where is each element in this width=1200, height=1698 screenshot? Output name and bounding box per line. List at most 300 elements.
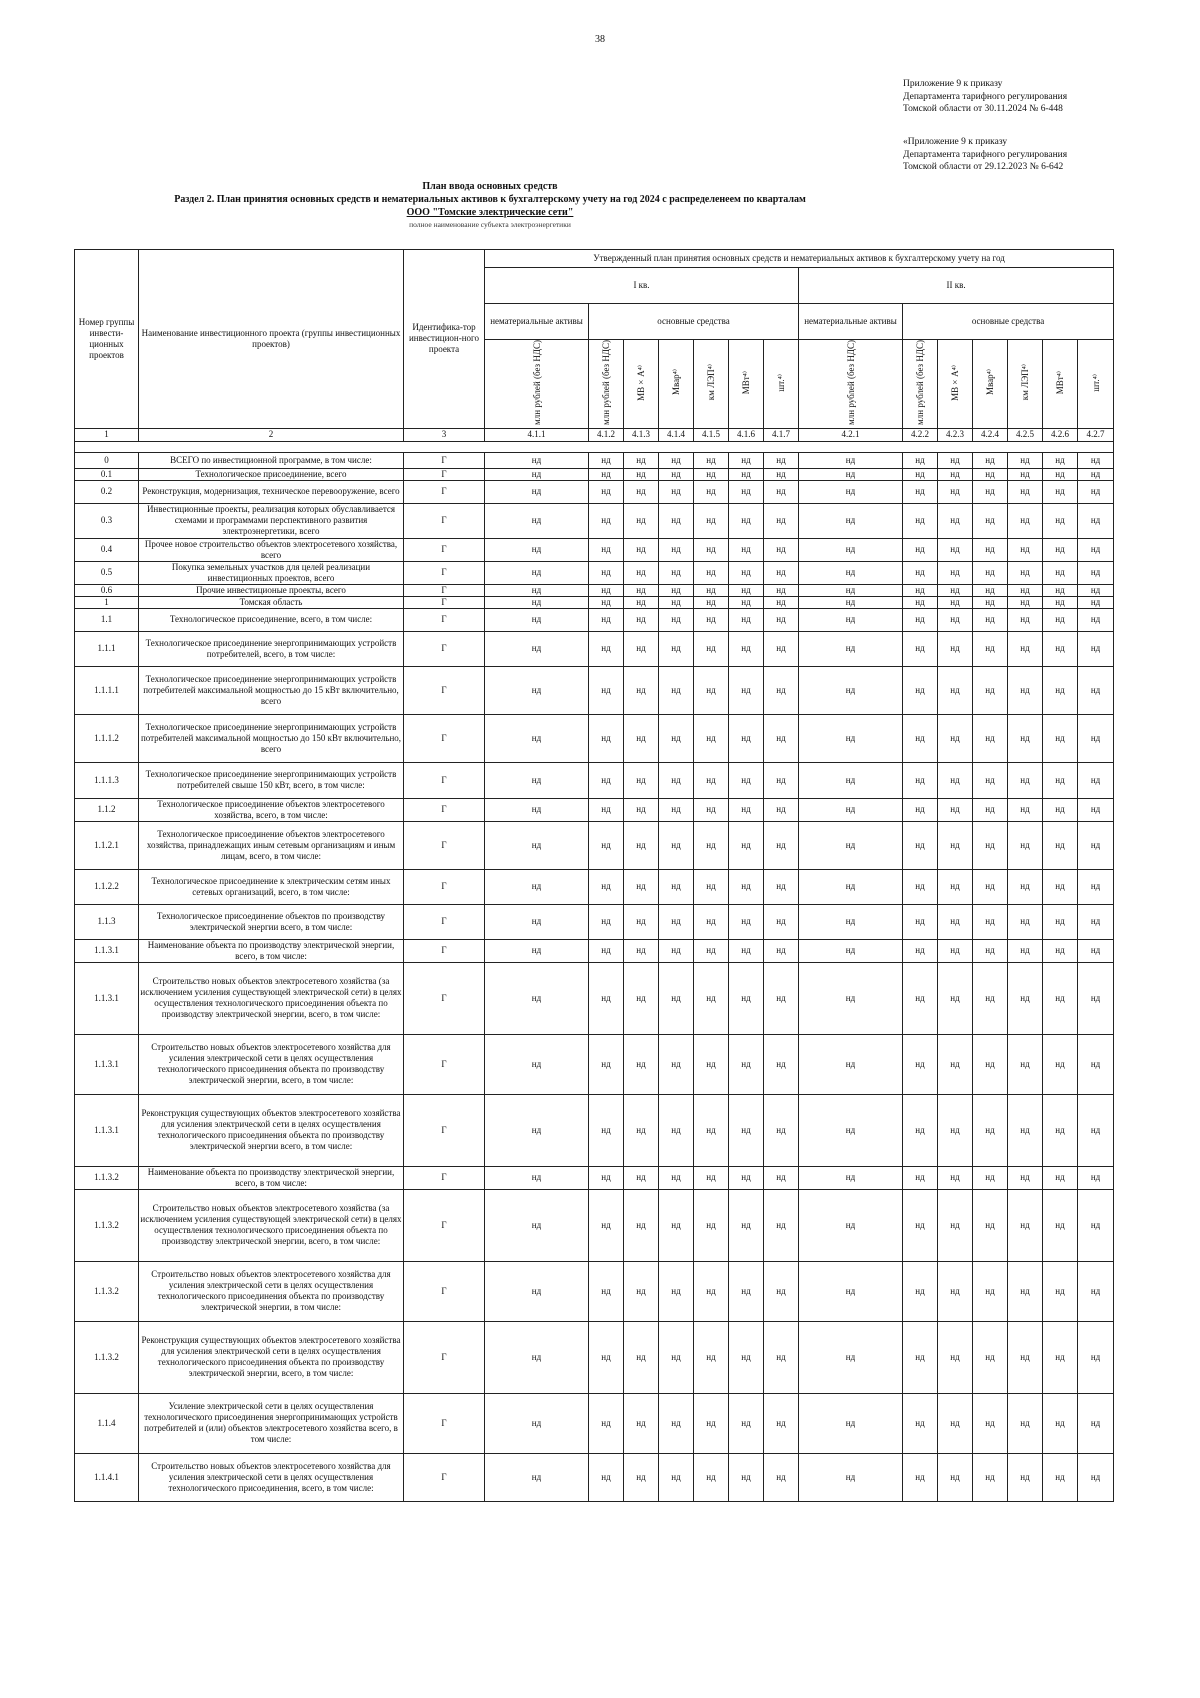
row-identifier: Г — [404, 561, 485, 584]
unit-header — [1008, 340, 1043, 429]
row-value-cell: нд — [659, 714, 694, 762]
row-value-cell: нд — [903, 869, 938, 904]
row-value-cell: нд — [764, 1094, 799, 1166]
document-title: План ввода основных средств — [422, 181, 558, 192]
row-value-cell: нд — [624, 1261, 659, 1321]
column-index-cell: 4.1.7 — [764, 428, 799, 441]
row-value-cell: нд — [1078, 1094, 1114, 1166]
row-value-cell: нд — [589, 1453, 624, 1501]
row-value-cell: нд — [1078, 596, 1114, 608]
row-project-name: Инвестиционные проекты, реализация которых обуславливается схемами и программами перспективного развития электроэнергетики, всего — [139, 503, 404, 538]
row-identifier: Г — [404, 503, 485, 538]
row-value-cell: нд — [729, 714, 764, 762]
row-value-cell: нд — [1043, 584, 1078, 596]
row-value-cell: нд — [659, 1166, 694, 1189]
row-identifier: Г — [404, 821, 485, 869]
row-value-cell: нд — [729, 798, 764, 821]
row-value-cell: нд — [973, 1261, 1008, 1321]
table-row — [75, 821, 1114, 869]
row-value-cell: нд — [485, 1453, 589, 1501]
row-value-cell: нд — [973, 1393, 1008, 1453]
column-index-cell: 4.2.6 — [1043, 428, 1078, 441]
unit-label: км ЛЭП⁴⁾ — [706, 364, 716, 401]
row-value-cell: нд — [938, 1453, 973, 1501]
row-value-cell: нд — [938, 798, 973, 821]
row-value-cell: нд — [1043, 1261, 1078, 1321]
unit-label: шт.⁴⁾ — [776, 373, 786, 392]
row-value-cell: нд — [764, 904, 799, 939]
unit-label: Мвар⁴⁾ — [985, 369, 995, 396]
row-value-cell: нд — [659, 480, 694, 503]
unit-header — [624, 340, 659, 429]
row-group-number: 1.1.2.2 — [75, 869, 139, 904]
row-value-cell: нд — [624, 503, 659, 538]
header-q2-fixed: основные средства — [903, 304, 1114, 340]
row-value-cell: нд — [764, 1393, 799, 1453]
row-value-cell: нд — [659, 821, 694, 869]
row-value-cell: нд — [589, 798, 624, 821]
row-value-cell: нд — [764, 596, 799, 608]
row-identifier: Г — [404, 468, 485, 480]
row-value-cell: нд — [694, 1189, 729, 1261]
appendix-line: Приложение 9 к приказу — [903, 79, 1003, 89]
row-value-cell: нд — [589, 1393, 624, 1453]
row-group-number: 1.1.3.2 — [75, 1166, 139, 1189]
row-value-cell: нд — [938, 538, 973, 561]
row-value-cell: нд — [485, 798, 589, 821]
row-value-cell: нд — [694, 798, 729, 821]
header-q1: I кв. — [485, 268, 799, 304]
table-row — [75, 1453, 1114, 1501]
table-row — [75, 596, 1114, 608]
row-value-cell: нд — [729, 503, 764, 538]
row-value-cell: нд — [799, 666, 903, 714]
row-value-cell: нд — [589, 608, 624, 631]
row-value-cell: нд — [938, 468, 973, 480]
row-project-name: Наименование объекта по производству электрической энергии, всего, в том числе: — [139, 1166, 404, 1189]
unit-header — [799, 340, 903, 429]
row-value-cell: нд — [1078, 1393, 1114, 1453]
row-value-cell: нд — [694, 503, 729, 538]
row-value-cell: нд — [799, 962, 903, 1034]
row-value-cell: нд — [1078, 904, 1114, 939]
unit-header — [729, 340, 764, 429]
row-value-cell: нд — [729, 1166, 764, 1189]
unit-header — [485, 340, 589, 429]
row-group-number: 1.1.3.2 — [75, 1261, 139, 1321]
row-value-cell: нд — [1043, 962, 1078, 1034]
row-value-cell: нд — [694, 1261, 729, 1321]
row-value-cell: нд — [729, 1094, 764, 1166]
row-value-cell: нд — [973, 584, 1008, 596]
row-value-cell: нд — [624, 1453, 659, 1501]
row-value-cell: нд — [1008, 503, 1043, 538]
row-value-cell: нд — [624, 939, 659, 962]
row-value-cell: нд — [938, 1261, 973, 1321]
row-value-cell: нд — [1078, 452, 1114, 468]
row-value-cell: нд — [1078, 480, 1114, 503]
row-value-cell: нд — [485, 869, 589, 904]
row-value-cell: нд — [485, 1094, 589, 1166]
row-group-number: 0.5 — [75, 561, 139, 584]
row-identifier: Г — [404, 666, 485, 714]
row-value-cell: нд — [973, 468, 1008, 480]
row-value-cell: нд — [1008, 596, 1043, 608]
row-project-name: Покупка земельных участков для целей реализации инвестиционных проектов, всего — [139, 561, 404, 584]
row-value-cell: нд — [589, 939, 624, 962]
row-group-number: 1.1.4 — [75, 1393, 139, 1453]
table-row — [75, 869, 1114, 904]
row-value-cell: нд — [973, 1189, 1008, 1261]
row-value-cell: нд — [938, 596, 973, 608]
row-value-cell: нд — [938, 762, 973, 798]
row-value-cell: нд — [764, 714, 799, 762]
row-value-cell: нд — [624, 1166, 659, 1189]
row-value-cell: нд — [694, 480, 729, 503]
row-value-cell: нд — [799, 1453, 903, 1501]
row-value-cell: нд — [729, 762, 764, 798]
row-group-number: 1.1.3.1 — [75, 962, 139, 1034]
row-project-name: Технологическое присоединение объектов по производству электрической энергии всего, в том числе: — [139, 904, 404, 939]
row-value-cell: нд — [1008, 584, 1043, 596]
unit-header — [938, 340, 973, 429]
row-value-cell: нд — [1043, 762, 1078, 798]
row-value-cell: нд — [624, 714, 659, 762]
row-value-cell: нд — [485, 1393, 589, 1453]
row-value-cell: нд — [764, 939, 799, 962]
row-value-cell: нд — [938, 1189, 973, 1261]
row-value-cell: нд — [799, 503, 903, 538]
row-value-cell: нд — [903, 1034, 938, 1094]
row-value-cell: нд — [694, 596, 729, 608]
row-value-cell: нд — [729, 480, 764, 503]
row-value-cell: нд — [485, 631, 589, 666]
row-value-cell: нд — [485, 503, 589, 538]
unit-header — [694, 340, 729, 429]
row-value-cell: нд — [799, 480, 903, 503]
row-value-cell: нд — [589, 821, 624, 869]
row-value-cell: нд — [799, 1166, 903, 1189]
row-value-cell: нд — [659, 1261, 694, 1321]
row-value-cell: нд — [938, 1166, 973, 1189]
row-value-cell: нд — [624, 452, 659, 468]
row-value-cell: нд — [799, 538, 903, 561]
row-value-cell: нд — [799, 798, 903, 821]
column-index-cell: 4.1.2 — [589, 428, 624, 441]
header-identifier: Идентифика-тор инвестицион-ного проекта — [404, 250, 485, 429]
unit-header — [973, 340, 1008, 429]
table-row — [75, 666, 1114, 714]
row-value-cell: нд — [903, 596, 938, 608]
table-row — [75, 1034, 1114, 1094]
row-value-cell: нд — [694, 962, 729, 1034]
row-project-name: Строительство новых объектов электросетевого хозяйства (за исключением усиления существующей электрической сети) в целях осуществления технологического присоединения объекта по производству электрической энергии, всего, в том числе: — [139, 1189, 404, 1261]
column-index-cell: 4.2.1 — [799, 428, 903, 441]
row-identifier: Г — [404, 596, 485, 608]
row-value-cell: нд — [624, 666, 659, 714]
row-value-cell: нд — [799, 869, 903, 904]
row-value-cell: нд — [799, 939, 903, 962]
row-value-cell: нд — [1008, 468, 1043, 480]
row-value-cell: нд — [694, 1453, 729, 1501]
row-value-cell: нд — [799, 1321, 903, 1393]
table-row — [75, 714, 1114, 762]
row-group-number: 1.1.1.2 — [75, 714, 139, 762]
row-value-cell: нд — [624, 584, 659, 596]
row-value-cell: нд — [694, 821, 729, 869]
row-value-cell: нд — [764, 538, 799, 561]
row-group-number: 1.1.3.2 — [75, 1189, 139, 1261]
row-value-cell: нд — [938, 869, 973, 904]
unit-header — [1078, 340, 1114, 429]
row-value-cell: нд — [729, 468, 764, 480]
table-row — [75, 608, 1114, 631]
row-value-cell: нд — [764, 1189, 799, 1261]
row-group-number: 1.1.3.2 — [75, 1321, 139, 1393]
row-identifier: Г — [404, 939, 485, 962]
row-value-cell: нд — [973, 1321, 1008, 1393]
row-value-cell: нд — [903, 631, 938, 666]
row-identifier: Г — [404, 1094, 485, 1166]
table-row — [75, 468, 1114, 480]
row-value-cell: нд — [1043, 1453, 1078, 1501]
row-value-cell: нд — [1078, 821, 1114, 869]
row-value-cell: нд — [659, 631, 694, 666]
row-value-cell: нд — [938, 1034, 973, 1094]
row-group-number: 1.1.3.1 — [75, 1034, 139, 1094]
row-value-cell: нд — [1078, 468, 1114, 480]
row-value-cell: нд — [903, 538, 938, 561]
row-value-cell: нд — [729, 1189, 764, 1261]
row-value-cell: нд — [973, 798, 1008, 821]
row-value-cell: нд — [973, 904, 1008, 939]
row-value-cell: нд — [1043, 1166, 1078, 1189]
row-value-cell: нд — [589, 904, 624, 939]
column-index-cell: 2 — [139, 428, 404, 441]
row-value-cell: нд — [1078, 762, 1114, 798]
organization-caption: полное наименование субъекта электроэнергетики — [409, 220, 571, 229]
row-identifier: Г — [404, 584, 485, 596]
row-value-cell: нд — [973, 480, 1008, 503]
row-value-cell: нд — [1008, 939, 1043, 962]
row-value-cell: нд — [1008, 798, 1043, 821]
row-value-cell: нд — [1078, 561, 1114, 584]
row-value-cell: нд — [485, 561, 589, 584]
unit-header — [903, 340, 938, 429]
row-value-cell: нд — [973, 608, 1008, 631]
row-value-cell: нд — [799, 608, 903, 631]
unit-label: млн рублей (без НДС) — [601, 340, 611, 425]
row-value-cell: нд — [799, 714, 903, 762]
row-value-cell: нд — [485, 714, 589, 762]
row-value-cell: нд — [589, 561, 624, 584]
row-value-cell: нд — [799, 561, 903, 584]
row-value-cell: нд — [659, 869, 694, 904]
row-value-cell: нд — [485, 821, 589, 869]
row-value-cell: нд — [694, 1166, 729, 1189]
column-index-cell: 4.2.3 — [938, 428, 973, 441]
row-project-name: Технологическое присоединение объектов электросетевого хозяйства, всего, в том числе: — [139, 798, 404, 821]
table-row — [75, 939, 1114, 962]
unit-label: МВ×А⁴⁾ — [950, 364, 960, 401]
row-value-cell: нд — [764, 631, 799, 666]
row-value-cell: нд — [589, 452, 624, 468]
row-project-name: Реконструкция существующих объектов электросетевого хозяйства для усиления электрической сети в целях осуществления технологического присоединения объекта по производству электрической энергии всего, в том числе: — [139, 1094, 404, 1166]
row-value-cell: нд — [1043, 821, 1078, 869]
column-index-cell: 1 — [75, 428, 139, 441]
row-value-cell: нд — [589, 869, 624, 904]
row-value-cell: нд — [485, 962, 589, 1034]
row-identifier: Г — [404, 538, 485, 561]
row-value-cell: нд — [589, 631, 624, 666]
row-project-name: Технологическое присоединение к электрическим сетям иных сетевых организаций, всего, в том числе: — [139, 869, 404, 904]
row-value-cell: нд — [903, 962, 938, 1034]
row-value-cell: нд — [903, 1189, 938, 1261]
row-value-cell: нд — [1078, 1189, 1114, 1261]
row-value-cell: нд — [799, 1189, 903, 1261]
row-value-cell: нд — [1043, 1321, 1078, 1393]
row-value-cell: нд — [694, 631, 729, 666]
row-value-cell: нд — [1043, 538, 1078, 561]
column-index-cell: 4.1.6 — [729, 428, 764, 441]
row-value-cell: нд — [973, 1094, 1008, 1166]
row-project-name: Технологическое присоединение энергопринимающих устройств потребителей свыше 150 кВт, всего, в том числе: — [139, 762, 404, 798]
unit-label: млн рублей (без НДС) — [531, 340, 542, 425]
row-value-cell: нд — [589, 1321, 624, 1393]
row-project-name: Технологическое присоединение, всего, в том числе: — [139, 608, 404, 631]
row-identifier: Г — [404, 1393, 485, 1453]
spacer-row — [75, 441, 1114, 452]
row-value-cell: нд — [694, 939, 729, 962]
row-value-cell: нд — [485, 666, 589, 714]
column-index-cell: 4.1.3 — [624, 428, 659, 441]
row-value-cell: нд — [1008, 666, 1043, 714]
table-row — [75, 798, 1114, 821]
row-project-name: Усиление электрической сети в целях осуществления технологического присоединения энергопринимающих устройств потребителей и (или) объектов электросетевого хозяйства всего, в том числе: — [139, 1393, 404, 1453]
row-value-cell: нд — [1078, 798, 1114, 821]
row-value-cell: нд — [659, 798, 694, 821]
row-value-cell: нд — [729, 666, 764, 714]
row-project-name: Технологическое присоединение энергопринимающих устройств потребителей максимальной мощностью до 15 кВт включительно, всего — [139, 666, 404, 714]
row-value-cell: нд — [1008, 904, 1043, 939]
row-value-cell: нд — [938, 452, 973, 468]
spacer-cell — [75, 441, 1114, 452]
row-value-cell: нд — [485, 1034, 589, 1094]
row-value-cell: нд — [485, 904, 589, 939]
row-value-cell: нд — [485, 1261, 589, 1321]
row-value-cell: нд — [694, 608, 729, 631]
row-value-cell: нд — [485, 584, 589, 596]
row-value-cell: нд — [729, 821, 764, 869]
header-plan: Утвержденный план принятия основных средств и нематериальных активов к бухгалтерскому учету на год — [485, 250, 1114, 268]
row-value-cell: нд — [1008, 1189, 1043, 1261]
organization-name: ООО "Томские электрические сети" — [406, 207, 574, 218]
row-value-cell: нд — [799, 762, 903, 798]
row-value-cell: нд — [659, 452, 694, 468]
row-value-cell: нд — [729, 561, 764, 584]
row-value-cell: нд — [694, 904, 729, 939]
row-value-cell: нд — [1078, 962, 1114, 1034]
row-value-cell: нд — [1078, 714, 1114, 762]
row-value-cell: нд — [694, 762, 729, 798]
plan-table — [74, 249, 1114, 1502]
row-value-cell: нд — [799, 468, 903, 480]
appendix-current — [903, 78, 1067, 116]
row-value-cell: нд — [589, 1166, 624, 1189]
row-value-cell: нд — [1043, 1034, 1078, 1094]
row-value-cell: нд — [1043, 631, 1078, 666]
table-row — [75, 1094, 1114, 1166]
row-value-cell: нд — [938, 939, 973, 962]
row-identifier: Г — [404, 762, 485, 798]
row-value-cell: нд — [624, 561, 659, 584]
row-value-cell: нд — [624, 869, 659, 904]
row-value-cell: нд — [729, 452, 764, 468]
row-value-cell: нд — [1043, 714, 1078, 762]
unit-label: км ЛЭП⁴⁾ — [1020, 364, 1030, 401]
row-value-cell: нд — [694, 869, 729, 904]
row-value-cell: нд — [973, 1166, 1008, 1189]
row-value-cell: нд — [938, 1321, 973, 1393]
row-value-cell: нд — [589, 1189, 624, 1261]
row-value-cell: нд — [1043, 480, 1078, 503]
row-group-number: 1.1.3.1 — [75, 939, 139, 962]
row-value-cell: нд — [938, 904, 973, 939]
table-row — [75, 503, 1114, 538]
header-project-name: Наименование инвестиционного проекта (группы инвестиционных проектов) — [139, 250, 404, 429]
row-value-cell: нд — [938, 666, 973, 714]
unit-label: МВт⁴⁾ — [741, 370, 751, 395]
page-number: 38 — [595, 34, 605, 45]
row-value-cell: нд — [1078, 1453, 1114, 1501]
row-value-cell: нд — [799, 1393, 903, 1453]
row-identifier: Г — [404, 1189, 485, 1261]
row-value-cell: нд — [589, 596, 624, 608]
row-value-cell: нд — [938, 631, 973, 666]
row-value-cell: нд — [659, 503, 694, 538]
row-value-cell: нд — [1043, 904, 1078, 939]
row-project-name: Строительство новых объектов электросетевого хозяйства для усиления электрической сети в целях осуществления технологического присоединения объекта по производству электрической энергии, всего, в том числе: — [139, 1034, 404, 1094]
row-project-name: Технологическое присоединение энергопринимающих устройств потребителей максимальной мощностью до 150 кВт включительно, всего — [139, 714, 404, 762]
row-value-cell: нд — [903, 821, 938, 869]
table-row — [75, 452, 1114, 468]
row-value-cell: нд — [1043, 468, 1078, 480]
row-value-cell: нд — [764, 480, 799, 503]
row-value-cell: нд — [764, 503, 799, 538]
row-identifier: Г — [404, 452, 485, 468]
row-value-cell: нд — [973, 452, 1008, 468]
row-value-cell: нд — [485, 608, 589, 631]
unit-label: шт.⁴⁾ — [1090, 373, 1101, 392]
row-value-cell: нд — [659, 904, 694, 939]
row-value-cell: нд — [729, 1034, 764, 1094]
table-row — [75, 1261, 1114, 1321]
row-value-cell: нд — [938, 480, 973, 503]
row-project-name: Наименование объекта по производству электрической энергии, всего, в том числе: — [139, 939, 404, 962]
row-value-cell: нд — [1008, 869, 1043, 904]
row-value-cell: нд — [624, 1393, 659, 1453]
unit-header — [764, 340, 799, 429]
row-value-cell: нд — [729, 1261, 764, 1321]
row-value-cell: нд — [485, 762, 589, 798]
row-value-cell: нд — [1008, 1393, 1043, 1453]
row-value-cell: нд — [485, 1321, 589, 1393]
row-value-cell: нд — [659, 1189, 694, 1261]
row-value-cell: нд — [694, 452, 729, 468]
row-group-number: 1.1.2 — [75, 798, 139, 821]
row-value-cell: нд — [1043, 1094, 1078, 1166]
row-value-cell: нд — [624, 596, 659, 608]
